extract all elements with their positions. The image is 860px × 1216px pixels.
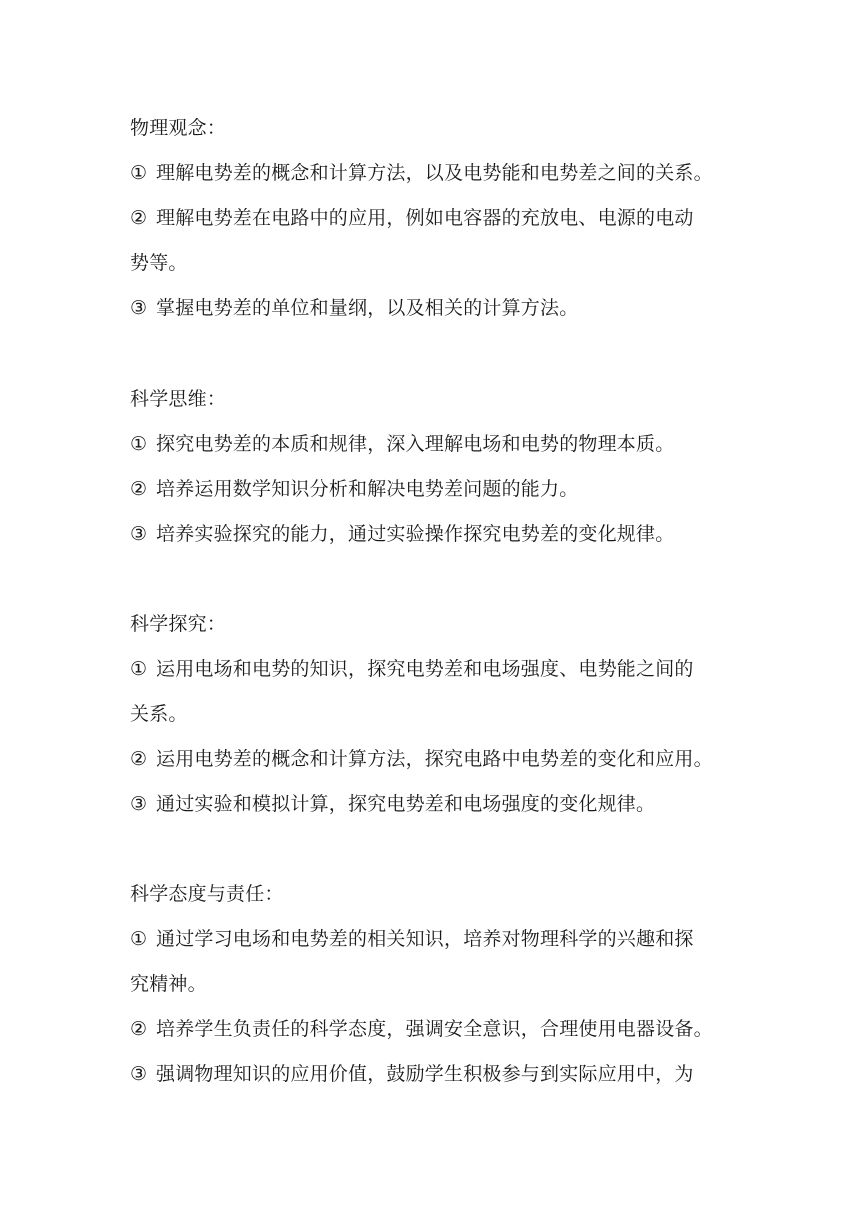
- item-text: 培养实验探究的能力，通过实验操作探究电势差的变化规律。: [156, 523, 675, 545]
- list-item: [130, 927, 730, 951]
- item-number: ②: [130, 1018, 148, 1040]
- item-number: ②: [130, 207, 148, 229]
- list-item: [130, 657, 730, 681]
- item-text-continued: 究精神。: [130, 973, 207, 995]
- item-text: 运用电势差的概念和计算方法，探究电路中电势差的变化和应用。: [156, 748, 713, 770]
- item-text: 理解电势差在电路中的应用，例如电容器的充放电、电源的电动: [156, 207, 694, 229]
- list-item: [130, 206, 730, 230]
- item-number: ③: [130, 523, 148, 545]
- list-item: [130, 161, 730, 185]
- item-number: ②: [130, 748, 148, 770]
- item-text: 培养运用数学知识分析和解决电势差问题的能力。: [156, 478, 579, 500]
- list-item: [130, 1017, 730, 1041]
- item-number: ①: [130, 433, 148, 455]
- item-number: ①: [130, 162, 148, 184]
- section-heading: 科学态度与责任：: [130, 883, 284, 905]
- item-text: 掌握电势差的单位和量纲，以及相关的计算方法。: [156, 297, 579, 319]
- item-number: ③: [130, 297, 148, 319]
- item-text: 强调物理知识的应用价值，鼓励学生积极参与到实际应用中，为: [156, 1063, 694, 1085]
- list-item: [130, 747, 730, 771]
- list-item: [130, 432, 730, 456]
- item-text: 探究电势差的本质和规律，深入理解电场和电势的物理本质。: [156, 433, 675, 455]
- item-text: 理解电势差的概念和计算方法，以及电势能和电势差之间的关系。: [156, 162, 713, 184]
- item-text: 培养学生负责任的科学态度，强调安全意识，合理使用电器设备。: [156, 1018, 713, 1040]
- list-item: [130, 522, 730, 546]
- item-number: ①: [130, 658, 148, 680]
- item-text-continued: 关系。: [130, 703, 188, 725]
- item-text: 通过实验和模拟计算，探究电势差和电场强度的变化规律。: [156, 793, 656, 815]
- item-number: ②: [130, 478, 148, 500]
- item-number: ①: [130, 928, 148, 950]
- list-item: [130, 1062, 730, 1086]
- section-heading: 科学思维：: [130, 388, 227, 410]
- item-number: ③: [130, 793, 148, 815]
- list-item: [130, 296, 730, 320]
- item-text: 通过学习电场和电势差的相关知识，培养对物理科学的兴趣和探: [156, 928, 694, 950]
- item-text: 运用电场和电势的知识，探究电势差和电场强度、电势能之间的: [156, 658, 694, 680]
- item-text-continued: 势等。: [130, 252, 188, 274]
- section-heading: 物理观念：: [130, 117, 227, 139]
- section-heading: 科学探究：: [130, 613, 227, 635]
- list-item: [130, 792, 730, 816]
- list-item: [130, 477, 730, 501]
- item-number: ③: [130, 1063, 148, 1085]
